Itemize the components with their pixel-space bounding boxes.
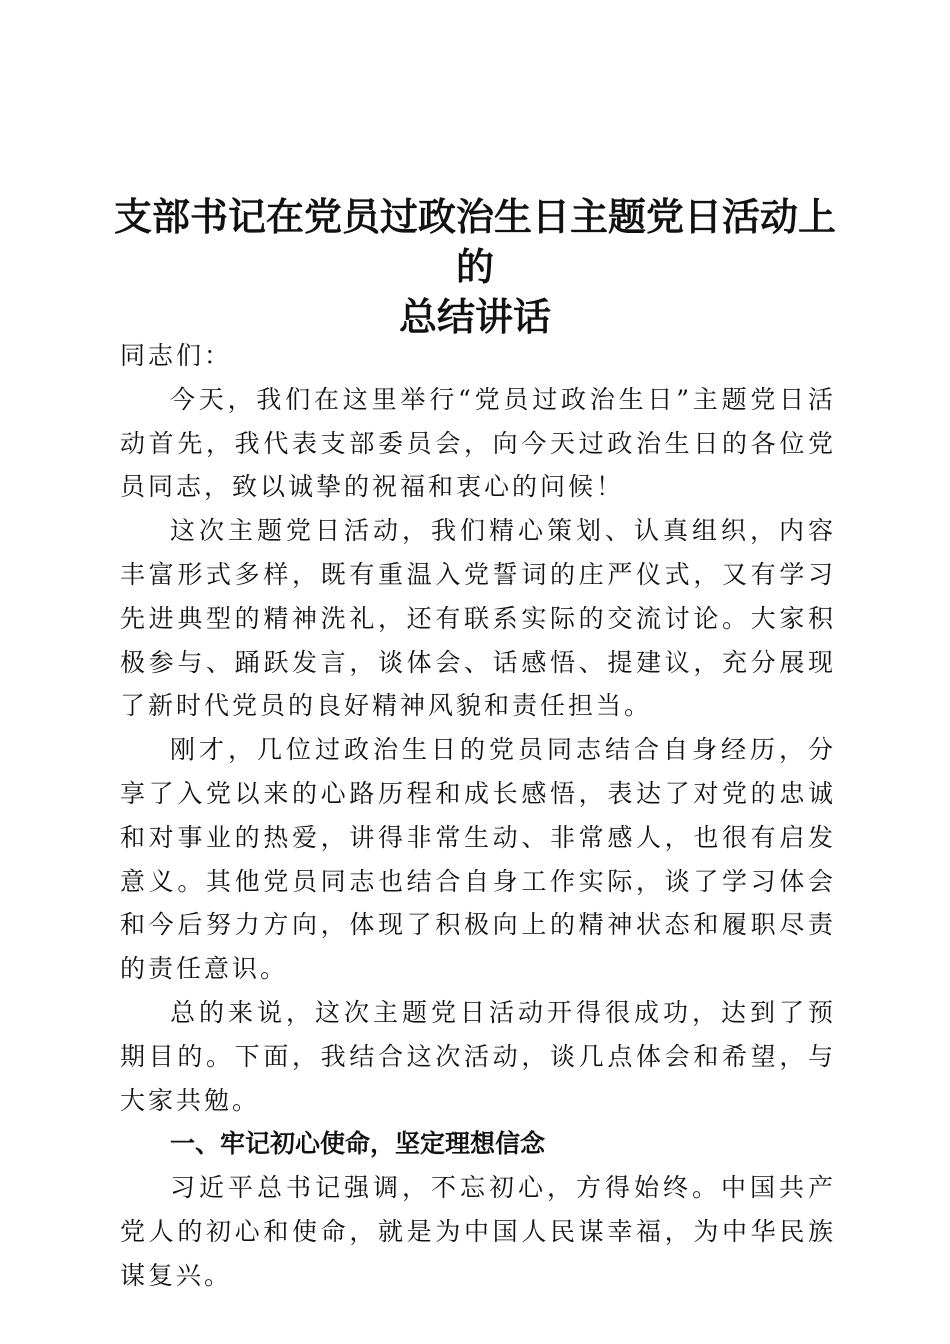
- document-title: [100, 192, 850, 342]
- paragraph: 这次主题党日活动，我们精心策划、认真组织，内容丰富形式多样，既有重温入党誓词的庄严仪式，又有学习先进典型的精神洗礼，还有联系实际的交流讨论。大家积极参与、踊跃发言，谈体会、话感悟、提建议，充分展现了新时代党员的良好精神风貌和责任担当。: [120, 516, 836, 721]
- title-line-1: 支部书记在党员过政治生日主题党日活动上的: [113, 194, 836, 289]
- paragraph: 习近平总书记强调，不忘初心，方得始终。中国共产党人的初心和使命，就是为中国人民谋幸福，为中华民族谋复兴。: [120, 1173, 836, 1290]
- paragraph: 刚才，几位过政治生日的党员同志结合自身经历，分享了入党以来的心路历程和成长感悟，表达了对党的忠诚和对事业的热爱，讲得非常生动、非常感人，也很有启发意义。其他党员同志也结合自身工作实际，谈了学习体会和今后努力方向，体现了积极向上的精神状态和履职尽责的责任意识。: [120, 735, 836, 984]
- document-body: [120, 334, 836, 1298]
- title-line-2: 总结讲话: [398, 294, 551, 339]
- section-heading: 一、牢记初心使命，坚定理想信念: [170, 1129, 546, 1159]
- salutation: 同志们：: [120, 341, 233, 370]
- paragraph: 今天，我们在这里举行“党员过政治生日”主题党日活动首先，我代表支部委员会，向今天过政治生日的各位党员同志，致以诚挚的祝福和衷心的问候！: [120, 384, 836, 502]
- paragraph: 总的来说，这次主题党日活动开得很成功，达到了预期目的。下面，我结合这次活动，谈几点体会和希望，与大家共勉。: [120, 997, 836, 1115]
